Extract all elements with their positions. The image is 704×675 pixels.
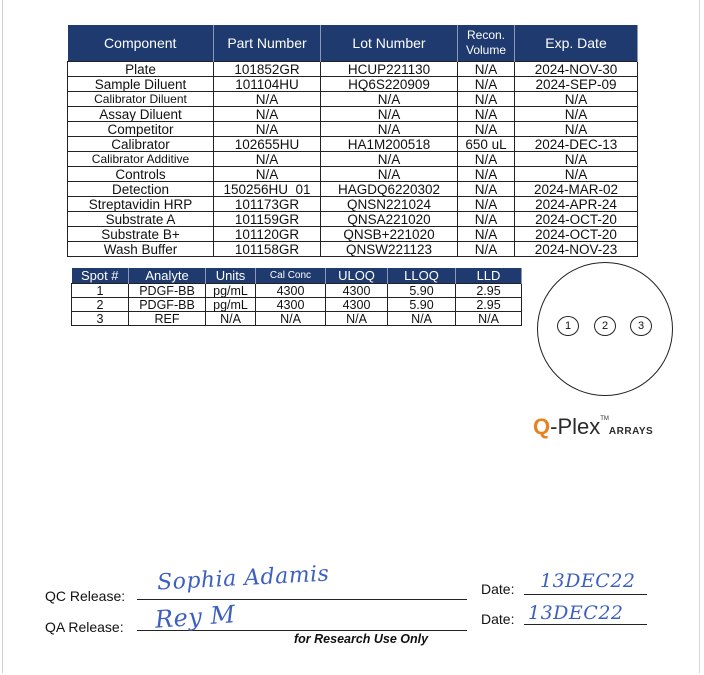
- qplex-logo: [533, 414, 653, 442]
- spot-header-row: [72, 268, 522, 284]
- component-row: [68, 212, 638, 227]
- qc-signature: Sophia Adamis: [156, 561, 331, 596]
- lloq-cell: 5.90: [388, 298, 456, 312]
- component-row: [68, 62, 638, 77]
- spot-row: [72, 312, 522, 326]
- spot-row: [72, 284, 522, 298]
- component-name-cell: Plate: [68, 62, 214, 77]
- part-number-cell: 101104HU: [214, 77, 321, 92]
- components-body: [68, 62, 638, 257]
- qc-date-label: Date:: [481, 581, 515, 597]
- lloq-cell: N/A: [388, 312, 456, 326]
- part-number-cell: N/A: [214, 152, 321, 167]
- component-name-cell: Wash Buffer: [68, 242, 214, 257]
- lot-number-cell: N/A: [321, 167, 458, 182]
- part-number-cell: 150256HU_01: [214, 182, 321, 197]
- exp-date-cell: 2024-MAR-02: [515, 182, 638, 197]
- component-row: [68, 92, 638, 107]
- research-use-only-note: for Research Use Only: [294, 632, 429, 646]
- component-name-cell: Calibrator Additive: [68, 152, 214, 167]
- analyte-cell: PDGF-BB: [129, 284, 206, 298]
- component-row: [68, 137, 638, 152]
- part-number-cell: N/A: [214, 107, 321, 122]
- part-number-cell: 101852GR: [214, 62, 321, 77]
- spot-number-cell: 3: [72, 312, 129, 326]
- header-analyte: Analyte: [129, 268, 206, 284]
- lot-number-cell: N/A: [321, 122, 458, 137]
- components-header-row: [68, 25, 638, 62]
- qa-date-line: [524, 624, 647, 625]
- qc-release-label: QC Release:: [45, 588, 126, 604]
- qa-date-label: Date:: [481, 611, 515, 627]
- qa-signature: Rey M: [154, 600, 237, 634]
- lot-number-cell: N/A: [321, 107, 458, 122]
- part-number-cell: N/A: [214, 167, 321, 182]
- recon-volume-cell: N/A: [458, 152, 515, 167]
- component-name-cell: Calibrator Diluent: [68, 92, 214, 107]
- spot-body: [72, 284, 522, 326]
- component-row: [68, 242, 638, 257]
- lld-cell: 2.95: [456, 298, 522, 312]
- exp-date-cell: N/A: [515, 122, 638, 137]
- cal-conc-cell: 4300: [256, 298, 326, 312]
- recon-volume-cell: N/A: [458, 107, 515, 122]
- well-spot-3: 3: [630, 316, 652, 336]
- header-part-number: Part Number: [214, 25, 321, 62]
- well-spot-2: 2: [594, 316, 616, 336]
- part-number-cell: 101173GR: [214, 197, 321, 212]
- qa-release-label: QA Release:: [45, 619, 124, 635]
- lot-number-cell: HA1M200518: [321, 137, 458, 152]
- logo-tm: TM: [600, 416, 609, 422]
- exp-date-cell: N/A: [515, 152, 638, 167]
- units-cell: pg/mL: [206, 284, 256, 298]
- component-row: [68, 77, 638, 92]
- part-number-cell: 101120GR: [214, 227, 321, 242]
- exp-date-cell: 2024-OCT-20: [515, 212, 638, 227]
- recon-volume-cell: N/A: [458, 227, 515, 242]
- header-lot-number: Lot Number: [321, 25, 458, 62]
- header-exp-date: Exp. Date: [515, 25, 638, 62]
- exp-date-cell: N/A: [515, 92, 638, 107]
- spot-row: [72, 298, 522, 312]
- component-row: [68, 107, 638, 122]
- header-recon-volume: Recon. Volume: [458, 25, 515, 62]
- component-row: [68, 167, 638, 182]
- exp-date-cell: 2024-SEP-09: [515, 77, 638, 92]
- component-row: [68, 182, 638, 197]
- component-name-cell: Assay Diluent: [68, 107, 214, 122]
- exp-date-cell: 2024-DEC-13: [515, 137, 638, 152]
- qc-date: 13DEC22: [540, 570, 636, 592]
- component-row: [68, 122, 638, 137]
- components-table: [67, 25, 638, 257]
- uloq-cell: 4300: [326, 298, 388, 312]
- analyte-cell: REF: [129, 312, 206, 326]
- exp-date-cell: 2024-APR-24: [515, 197, 638, 212]
- recon-volume-cell: N/A: [458, 167, 515, 182]
- recon-volume-cell: N/A: [458, 197, 515, 212]
- component-name-cell: Competitor: [68, 122, 214, 137]
- exp-date-cell: 2024-NOV-30: [515, 62, 638, 77]
- units-cell: N/A: [206, 312, 256, 326]
- lot-number-cell: N/A: [321, 92, 458, 107]
- qa-date: 13DEC22: [528, 602, 624, 624]
- exp-date-cell: N/A: [515, 107, 638, 122]
- well-spot-1: 1: [557, 316, 579, 336]
- units-cell: pg/mL: [206, 298, 256, 312]
- spot-table: [71, 268, 522, 326]
- component-name-cell: Substrate B+: [68, 227, 214, 242]
- component-name-cell: Sample Diluent: [68, 77, 214, 92]
- lot-number-cell: QNSA221020: [321, 212, 458, 227]
- recon-volume-cell: N/A: [458, 77, 515, 92]
- header-units: Units: [206, 268, 256, 284]
- component-name-cell: Controls: [68, 167, 214, 182]
- part-number-cell: N/A: [214, 92, 321, 107]
- recon-volume-cell: N/A: [458, 92, 515, 107]
- logo-arrays: ARRAYS: [608, 426, 654, 437]
- lot-number-cell: HAGDQ6220302: [321, 182, 458, 197]
- cal-conc-cell: N/A: [256, 312, 326, 326]
- lot-number-cell: HCUP221130: [321, 62, 458, 77]
- component-row: [68, 152, 638, 167]
- spot-number-cell: 1: [72, 284, 129, 298]
- recon-volume-cell: N/A: [458, 242, 515, 257]
- header-component: Component: [68, 25, 214, 62]
- header-spot: Spot #: [72, 268, 129, 284]
- component-name-cell: Substrate A: [68, 212, 214, 227]
- logo-q: Q: [533, 414, 551, 439]
- part-number-cell: 102655HU: [214, 137, 321, 152]
- recon-volume-cell: N/A: [458, 122, 515, 137]
- lot-number-cell: N/A: [321, 152, 458, 167]
- lot-number-cell: QNSW221123: [321, 242, 458, 257]
- recon-volume-cell: N/A: [458, 182, 515, 197]
- recon-volume-cell: 650 uL: [458, 137, 515, 152]
- recon-volume-cell: N/A: [458, 212, 515, 227]
- exp-date-cell: N/A: [515, 167, 638, 182]
- uloq-cell: N/A: [326, 312, 388, 326]
- header-cal-conc: Cal Conc: [256, 268, 326, 284]
- analyte-cell: PDGF-BB: [129, 298, 206, 312]
- component-name-cell: Calibrator: [68, 137, 214, 152]
- component-name-cell: Streptavidin HRP: [68, 197, 214, 212]
- exp-date-cell: 2024-NOV-23: [515, 242, 638, 257]
- lld-cell: N/A: [456, 312, 522, 326]
- header-lld: LLD: [456, 268, 522, 284]
- lloq-cell: 5.90: [388, 284, 456, 298]
- exp-date-cell: 2024-OCT-20: [515, 227, 638, 242]
- lot-number-cell: QNSN221024: [321, 197, 458, 212]
- lot-number-cell: QNSB+221020: [321, 227, 458, 242]
- part-number-cell: 101158GR: [214, 242, 321, 257]
- part-number-cell: 101159GR: [214, 212, 321, 227]
- spot-number-cell: 2: [72, 298, 129, 312]
- component-row: [68, 197, 638, 212]
- uloq-cell: 4300: [326, 284, 388, 298]
- component-name-cell: Detection: [68, 182, 214, 197]
- qc-date-line: [524, 594, 647, 595]
- component-row: [68, 227, 638, 242]
- qc-signature-line: [137, 599, 467, 600]
- cal-conc-cell: 4300: [256, 284, 326, 298]
- header-uloq: ULOQ: [326, 268, 388, 284]
- lld-cell: 2.95: [456, 284, 522, 298]
- part-number-cell: N/A: [214, 122, 321, 137]
- recon-volume-cell: N/A: [458, 62, 515, 77]
- logo-plex: -Plex: [550, 414, 601, 439]
- lot-number-cell: HQ6S220909: [321, 77, 458, 92]
- header-lloq: LLOQ: [388, 268, 456, 284]
